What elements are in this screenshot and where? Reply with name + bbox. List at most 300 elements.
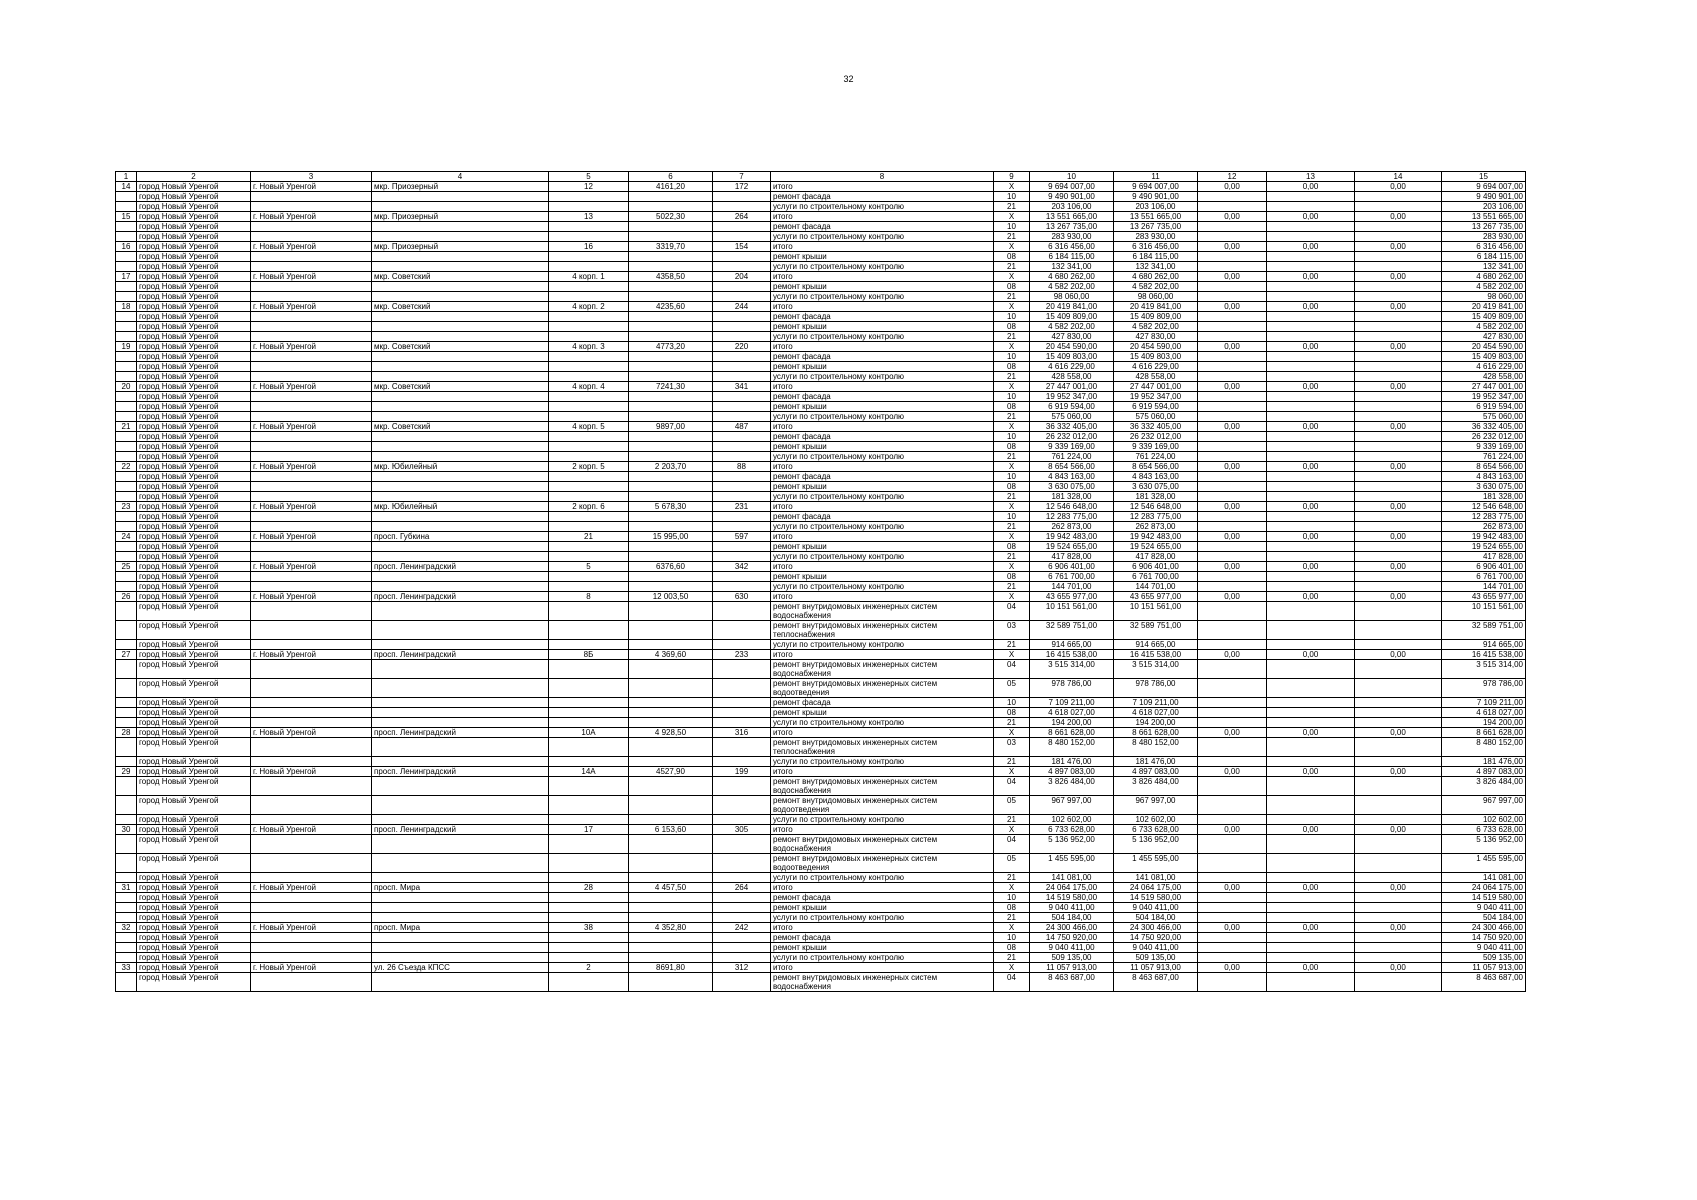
col-budget-region [1198,432,1267,442]
col-budget-region [1198,757,1267,767]
col-budget-local [1267,402,1355,412]
col-locality: г. Новый Уренгой [251,562,372,572]
col-budget-region [1198,933,1267,943]
col-residents: 172 [713,182,771,192]
table-row [116,372,1526,382]
col-code: 08 [994,362,1030,372]
col-sum: 283 930,00 [1442,232,1526,242]
col-area [629,796,713,815]
col-code: 21 [994,452,1030,462]
col-sum: 6 316 456,00 [1442,242,1526,252]
col-street [372,282,549,292]
header-col-fund: 11 [1114,172,1198,182]
col-municipality: город Новый Уренгой [137,552,251,562]
col-area [629,835,713,854]
col-residents: 244 [713,302,771,312]
col-municipality: город Новый Уренгой [137,777,251,796]
col-owners [1355,933,1442,943]
col-code: 05 [994,679,1030,698]
col-area: 4 352,80 [629,923,713,933]
col-budget-local [1267,660,1355,679]
table-row [116,272,1526,282]
col-code: 21 [994,332,1030,342]
col-residents [713,777,771,796]
col-street [372,640,549,650]
col-house [549,698,629,708]
col-sum: 12 283 775,00 [1442,512,1526,522]
col-fund: 16 415 538,00 [1114,650,1198,660]
col-locality [251,777,372,796]
col-total: 20 419 841,00 [1030,302,1114,312]
col-fund: 761 224,00 [1114,452,1198,462]
table-row [116,854,1526,873]
col-num [116,492,137,502]
col-budget-local [1267,492,1355,502]
col-house [549,512,629,522]
col-area [629,282,713,292]
col-area [629,322,713,332]
col-owners [1355,913,1442,923]
table-row [116,322,1526,332]
col-locality [251,312,372,322]
col-budget-local [1267,718,1355,728]
col-code: 08 [994,442,1030,452]
col-municipality: город Новый Уренгой [137,352,251,362]
col-area [629,854,713,873]
col-fund: 4 843 163,00 [1114,472,1198,482]
col-area [629,903,713,913]
col-num: 19 [116,342,137,352]
col-budget-region [1198,352,1267,362]
col-budget-region [1198,660,1267,679]
table-row [116,796,1526,815]
col-sum: 8 654 566,00 [1442,462,1526,472]
col-municipality: город Новый Уренгой [137,923,251,933]
col-budget-region [1198,777,1267,796]
table-row [116,492,1526,502]
col-municipality: город Новый Уренгой [137,332,251,342]
col-residents [713,192,771,202]
col-fund: 9 490 901,00 [1114,192,1198,202]
col-street [372,412,549,422]
col-residents: 342 [713,562,771,572]
col-street [372,522,549,532]
col-residents [713,432,771,442]
col-work-type: ремонт внутридомовых инженерных систем водоснабжения [771,835,994,854]
col-municipality: город Новый Уренгой [137,412,251,422]
col-num [116,679,137,698]
col-fund: 9 040 411,00 [1114,943,1198,953]
col-house [549,777,629,796]
col-budget-region: 0,00 [1198,923,1267,933]
table-row [116,903,1526,913]
col-work-type: ремонт фасада [771,432,994,442]
col-municipality: город Новый Уренгой [137,382,251,392]
col-work-type: ремонт внутридомовых инженерных систем водоснабжения [771,602,994,621]
col-code: X [994,963,1030,973]
col-code: 08 [994,402,1030,412]
col-municipality: город Новый Уренгой [137,933,251,943]
col-code: X [994,212,1030,222]
col-house [549,402,629,412]
col-sum: 8 661 628,00 [1442,728,1526,738]
col-work-type: ремонт фасада [771,352,994,362]
col-code: X [994,422,1030,432]
table-row [116,332,1526,342]
col-sum: 132 341,00 [1442,262,1526,272]
col-budget-region [1198,482,1267,492]
col-work-type: итого [771,923,994,933]
col-budget-local [1267,738,1355,757]
col-budget-local: 0,00 [1267,592,1355,602]
col-budget-region [1198,973,1267,992]
col-budget-local: 0,00 [1267,182,1355,192]
col-house [549,372,629,382]
col-residents: 312 [713,963,771,973]
col-sum: 6 761 700,00 [1442,572,1526,582]
col-street: мкр. Приозерный [372,242,549,252]
col-fund: 141 081,00 [1114,873,1198,883]
col-budget-local: 0,00 [1267,767,1355,777]
col-budget-local: 0,00 [1267,302,1355,312]
col-work-type: услуги по строительному контролю [771,913,994,923]
col-area [629,252,713,262]
col-street [372,835,549,854]
col-total: 6 184 115,00 [1030,252,1114,262]
table-row [116,242,1526,252]
col-locality [251,552,372,562]
col-code: 21 [994,552,1030,562]
col-owners [1355,412,1442,422]
col-residents: 264 [713,212,771,222]
col-area: 15 995,00 [629,532,713,542]
col-budget-region [1198,282,1267,292]
col-sum: 13 551 665,00 [1442,212,1526,222]
col-house: 2 корп. 5 [549,462,629,472]
col-code: 10 [994,312,1030,322]
col-area [629,262,713,272]
col-street [372,660,549,679]
col-area: 5 678,30 [629,502,713,512]
col-sum: 181 476,00 [1442,757,1526,767]
col-house [549,472,629,482]
col-total: 10 151 561,00 [1030,602,1114,621]
col-area: 4 369,60 [629,650,713,660]
col-street [372,542,549,552]
col-num [116,482,137,492]
col-fund: 20 419 841,00 [1114,302,1198,312]
col-locality: г. Новый Уренгой [251,923,372,933]
col-residents [713,943,771,953]
col-municipality: город Новый Уренгой [137,292,251,302]
col-code: X [994,767,1030,777]
col-locality [251,815,372,825]
col-owners [1355,362,1442,372]
col-house [549,222,629,232]
col-total: 262 873,00 [1030,522,1114,532]
col-house: 2 [549,963,629,973]
table-row [116,640,1526,650]
col-locality [251,602,372,621]
col-work-type: услуги по строительному контролю [771,232,994,242]
col-budget-region [1198,472,1267,482]
col-municipality: город Новый Уренгой [137,362,251,372]
col-code: X [994,342,1030,352]
col-locality [251,262,372,272]
col-budget-local [1267,973,1355,992]
col-street [372,442,549,452]
col-work-type: ремонт крыши [771,362,994,372]
col-residents [713,621,771,640]
col-street [372,372,549,382]
col-sum: 36 332 405,00 [1442,422,1526,432]
col-owners [1355,202,1442,212]
col-total: 4 616 229,00 [1030,362,1114,372]
col-code: 10 [994,893,1030,903]
col-house [549,854,629,873]
col-code: 08 [994,282,1030,292]
col-budget-region [1198,262,1267,272]
col-fund: 504 184,00 [1114,913,1198,923]
col-owners: 0,00 [1355,462,1442,472]
col-fund: 12 283 775,00 [1114,512,1198,522]
table-row [116,292,1526,302]
col-area [629,482,713,492]
col-work-type: итого [771,592,994,602]
col-municipality: город Новый Уренгой [137,472,251,482]
col-work-type: итого [771,728,994,738]
col-num: 14 [116,182,137,192]
header-col-sum: 15 [1442,172,1526,182]
col-budget-region [1198,232,1267,242]
col-total: 4 680 262,00 [1030,272,1114,282]
col-owners [1355,252,1442,262]
col-owners [1355,796,1442,815]
col-sum: 20 454 590,00 [1442,342,1526,352]
col-area [629,660,713,679]
col-num: 33 [116,963,137,973]
col-owners: 0,00 [1355,963,1442,973]
col-owners [1355,873,1442,883]
col-house [549,362,629,372]
col-house [549,973,629,992]
col-budget-region: 0,00 [1198,592,1267,602]
col-num [116,322,137,332]
col-budget-region [1198,442,1267,452]
col-locality [251,332,372,342]
col-work-type: ремонт крыши [771,482,994,492]
col-code: X [994,728,1030,738]
col-total: 914 665,00 [1030,640,1114,650]
col-street: мкр. Советский [372,422,549,432]
col-locality [251,757,372,767]
col-num [116,815,137,825]
col-fund: 1 455 595,00 [1114,854,1198,873]
col-area [629,698,713,708]
col-budget-local [1267,854,1355,873]
col-sum: 6 919 594,00 [1442,402,1526,412]
col-code: X [994,302,1030,312]
col-total: 32 589 751,00 [1030,621,1114,640]
col-total: 428 558,00 [1030,372,1114,382]
col-house: 10А [549,728,629,738]
col-sum: 26 232 012,00 [1442,432,1526,442]
col-owners [1355,835,1442,854]
col-sum: 262 873,00 [1442,522,1526,532]
col-residents: 305 [713,825,771,835]
col-owners: 0,00 [1355,592,1442,602]
col-residents [713,660,771,679]
table-row [116,312,1526,322]
col-budget-region: 0,00 [1198,302,1267,312]
col-code: 21 [994,372,1030,382]
col-fund: 262 873,00 [1114,522,1198,532]
col-street: мкр. Советский [372,302,549,312]
col-house [549,482,629,492]
col-num [116,835,137,854]
col-num [116,252,137,262]
col-street [372,322,549,332]
col-num [116,522,137,532]
col-municipality: город Новый Уренгой [137,462,251,472]
col-work-type: услуги по строительному контролю [771,332,994,342]
col-fund: 7 109 211,00 [1114,698,1198,708]
col-total: 26 232 012,00 [1030,432,1114,442]
col-owners [1355,372,1442,382]
col-budget-local [1267,442,1355,452]
col-num [116,913,137,923]
col-street: просп. Ленинградский [372,650,549,660]
col-work-type: услуги по строительному контролю [771,873,994,883]
col-work-type: ремонт внутридомовых инженерных систем теплоснабжения [771,621,994,640]
col-owners: 0,00 [1355,502,1442,512]
col-fund: 4 616 229,00 [1114,362,1198,372]
col-locality [251,442,372,452]
col-budget-region [1198,412,1267,422]
col-owners [1355,708,1442,718]
col-municipality: город Новый Уренгой [137,432,251,442]
col-locality [251,512,372,522]
col-locality [251,322,372,332]
col-municipality: город Новый Уренгой [137,372,251,382]
table-row [116,512,1526,522]
col-budget-local [1267,522,1355,532]
table-row [116,542,1526,552]
col-area [629,202,713,212]
col-residents: 630 [713,592,771,602]
col-municipality: город Новый Уренгой [137,953,251,963]
col-area [629,522,713,532]
col-street [372,332,549,342]
col-sum: 1 455 595,00 [1442,854,1526,873]
col-owners [1355,943,1442,953]
col-owners: 0,00 [1355,767,1442,777]
col-total: 1 455 595,00 [1030,854,1114,873]
col-owners [1355,232,1442,242]
col-work-type: услуги по строительному контролю [771,757,994,767]
col-house [549,312,629,322]
col-sum: 203 106,00 [1442,202,1526,212]
col-num: 17 [116,272,137,282]
col-sum: 4 618 027,00 [1442,708,1526,718]
col-locality [251,222,372,232]
col-fund: 13 551 665,00 [1114,212,1198,222]
col-budget-region: 0,00 [1198,272,1267,282]
col-budget-region [1198,252,1267,262]
col-area [629,352,713,362]
col-budget-region [1198,893,1267,903]
col-owners [1355,222,1442,232]
col-total: 19 952 347,00 [1030,392,1114,402]
col-fund: 283 930,00 [1114,232,1198,242]
col-fund: 417 828,00 [1114,552,1198,562]
col-sum: 575 060,00 [1442,412,1526,422]
col-residents [713,202,771,212]
col-code: 08 [994,708,1030,718]
col-sum: 9 694 007,00 [1442,182,1526,192]
col-fund: 194 200,00 [1114,718,1198,728]
table-row [116,422,1526,432]
col-street [372,621,549,640]
col-residents [713,572,771,582]
col-municipality: город Новый Уренгой [137,522,251,532]
table-row [116,232,1526,242]
col-owners: 0,00 [1355,883,1442,893]
col-locality [251,232,372,242]
col-municipality: город Новый Уренгой [137,322,251,332]
col-budget-local [1267,835,1355,854]
col-sum: 144 701,00 [1442,582,1526,592]
col-fund: 4 582 202,00 [1114,322,1198,332]
col-num [116,352,137,362]
col-budget-local [1267,621,1355,640]
col-budget-local [1267,679,1355,698]
col-fund: 26 232 012,00 [1114,432,1198,442]
col-total: 4 582 202,00 [1030,322,1114,332]
col-street [372,582,549,592]
col-owners [1355,572,1442,582]
col-municipality: город Новый Уренгой [137,602,251,621]
col-residents [713,582,771,592]
col-fund: 32 589 751,00 [1114,621,1198,640]
col-municipality: город Новый Уренгой [137,883,251,893]
col-street [372,192,549,202]
col-fund: 3 515 314,00 [1114,660,1198,679]
col-owners [1355,602,1442,621]
col-num [116,552,137,562]
col-area: 6376,60 [629,562,713,572]
col-street [372,718,549,728]
col-num [116,698,137,708]
col-street [372,893,549,903]
col-area [629,815,713,825]
col-locality: г. Новый Уренгой [251,767,372,777]
col-total: 13 551 665,00 [1030,212,1114,222]
col-residents [713,815,771,825]
col-street [372,402,549,412]
col-municipality: город Новый Уренгой [137,738,251,757]
col-house [549,953,629,963]
col-sum: 14 750 920,00 [1442,933,1526,943]
header-row [116,172,1526,182]
col-code: 21 [994,913,1030,923]
col-work-type: услуги по строительному контролю [771,582,994,592]
table-row [116,602,1526,621]
col-municipality: город Новый Уренгой [137,492,251,502]
col-fund: 102 602,00 [1114,815,1198,825]
col-house [549,815,629,825]
col-house [549,552,629,562]
